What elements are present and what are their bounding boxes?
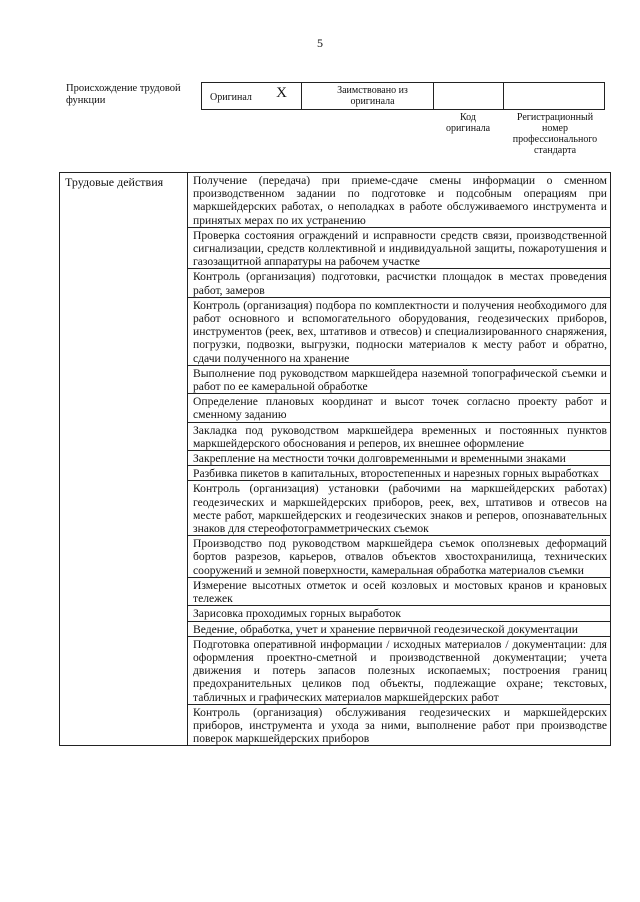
labor-action-item: Контроль (организация) обслуживания геодезических и маркшейдерских приборов, инструмента и ухода за ними, выполнение работ при производстве поверок маркшейдерских приборов [193, 705, 607, 746]
labor-action-item: Контроль (организация) подбора по комплектности и получения необходимого для работ основного и вспомогательного оборудования, геодезических приборов, инструментов (реек, вех, штативов и отвесов) и специализированного снаряжения, погрузки, подвозки, выгрузки, подноски материалов к месту работ и обратно, сдачи полученного на хранение [188, 298, 610, 366]
labor-action-item: Контроль (организация) установки (рабочими на маркшейдерских работах) геодезических и маркшейдерских приборов, реек, вех, штативов и отвесов на месте работ, маркшейдерских и геодезических знаков и реперов, опознавательных знаков для стереофотограмметрических съемок [188, 481, 610, 536]
labor-action-item: Ведение, обработка, учет и хранение первичной геодезической документации [188, 622, 610, 637]
labor-action-item: Разбивка пикетов в капитальных, второстепенных и нарезных горных выработках [188, 466, 610, 481]
labor-action-item: Проверка состояния ограждений и исправности средств связи, производственной сигнализации, средств коллективной и индивидуальной защиты, пожаротушения и газозащитной аппаратуры на рабочем участке [188, 228, 610, 270]
original-mark: X [262, 83, 302, 109]
reg-number-label: Регистрационный номер профессионального стандарта [512, 112, 598, 156]
labor-actions-list [188, 173, 610, 745]
page-number: 5 [317, 36, 323, 50]
original-cell: Оригинал [210, 92, 252, 103]
code-cell [434, 83, 504, 109]
labor-action-item: Производство под руководством маркшейдера съемок оползневых деформаций бортов разрезов, карьеров, отвалов объектов хвостохранилища, технических сооружений и земной поверхности, камеральная обработка материалов съемки [188, 536, 610, 578]
labor-action-item: Закладка под руководством маркшейдера временных и постоянных пунктов маркшейдерского обоснования и реперов, их внешнее оформление [188, 423, 610, 451]
labor-action-item: Контроль (организация) подготовки, расчистки площадок в местах проведения работ, замеров [188, 269, 610, 297]
labor-action-item: Зарисовка проходимых горных выработок [188, 606, 610, 621]
reg-number-cell [504, 83, 604, 109]
borrowed-cell: Заимствовано из оригинала [302, 83, 434, 109]
origin-table [201, 82, 605, 110]
origin-label: Происхождение трудовой функции [66, 83, 181, 106]
labor-actions-cell [188, 173, 611, 746]
labor-actions-table [59, 172, 611, 746]
labor-action-item: Закрепление на местности точки долговременными и временными знаками [188, 451, 610, 466]
labor-action-item: Получение (передача) при приеме-сдаче смены информации о сменном производственном задании по подготовке и подсобным операциям при маркшейдерских работах, о неполадках в работе обслуживаемого инструмента и принятых мерах по их устранению [188, 173, 610, 228]
labor-actions-heading: Трудовые действия [60, 173, 188, 746]
labor-action-item: Выполнение под руководством маркшейдера наземной топографической съемки и работ по ее камеральной обработке [188, 366, 610, 394]
code-label: Код оригинала [445, 112, 491, 134]
labor-action-item: Подготовка оперативной информации / исходных материалов / документации: для оформления проектно-сметной и производственной документации; учета движения и потерь запасов полезных ископаемых; построения границ предохранительных целиков под объекты, подлежащие охране; текстовых, табличных и графических материалов маркшейдерских работ [188, 637, 610, 705]
labor-action-item: Измерение высотных отметок и осей козловых и мостовых кранов и крановых тележек [188, 578, 610, 606]
labor-action-item: Определение плановых координат и высот точек согласно проекту работ и сменному заданию [188, 394, 610, 422]
